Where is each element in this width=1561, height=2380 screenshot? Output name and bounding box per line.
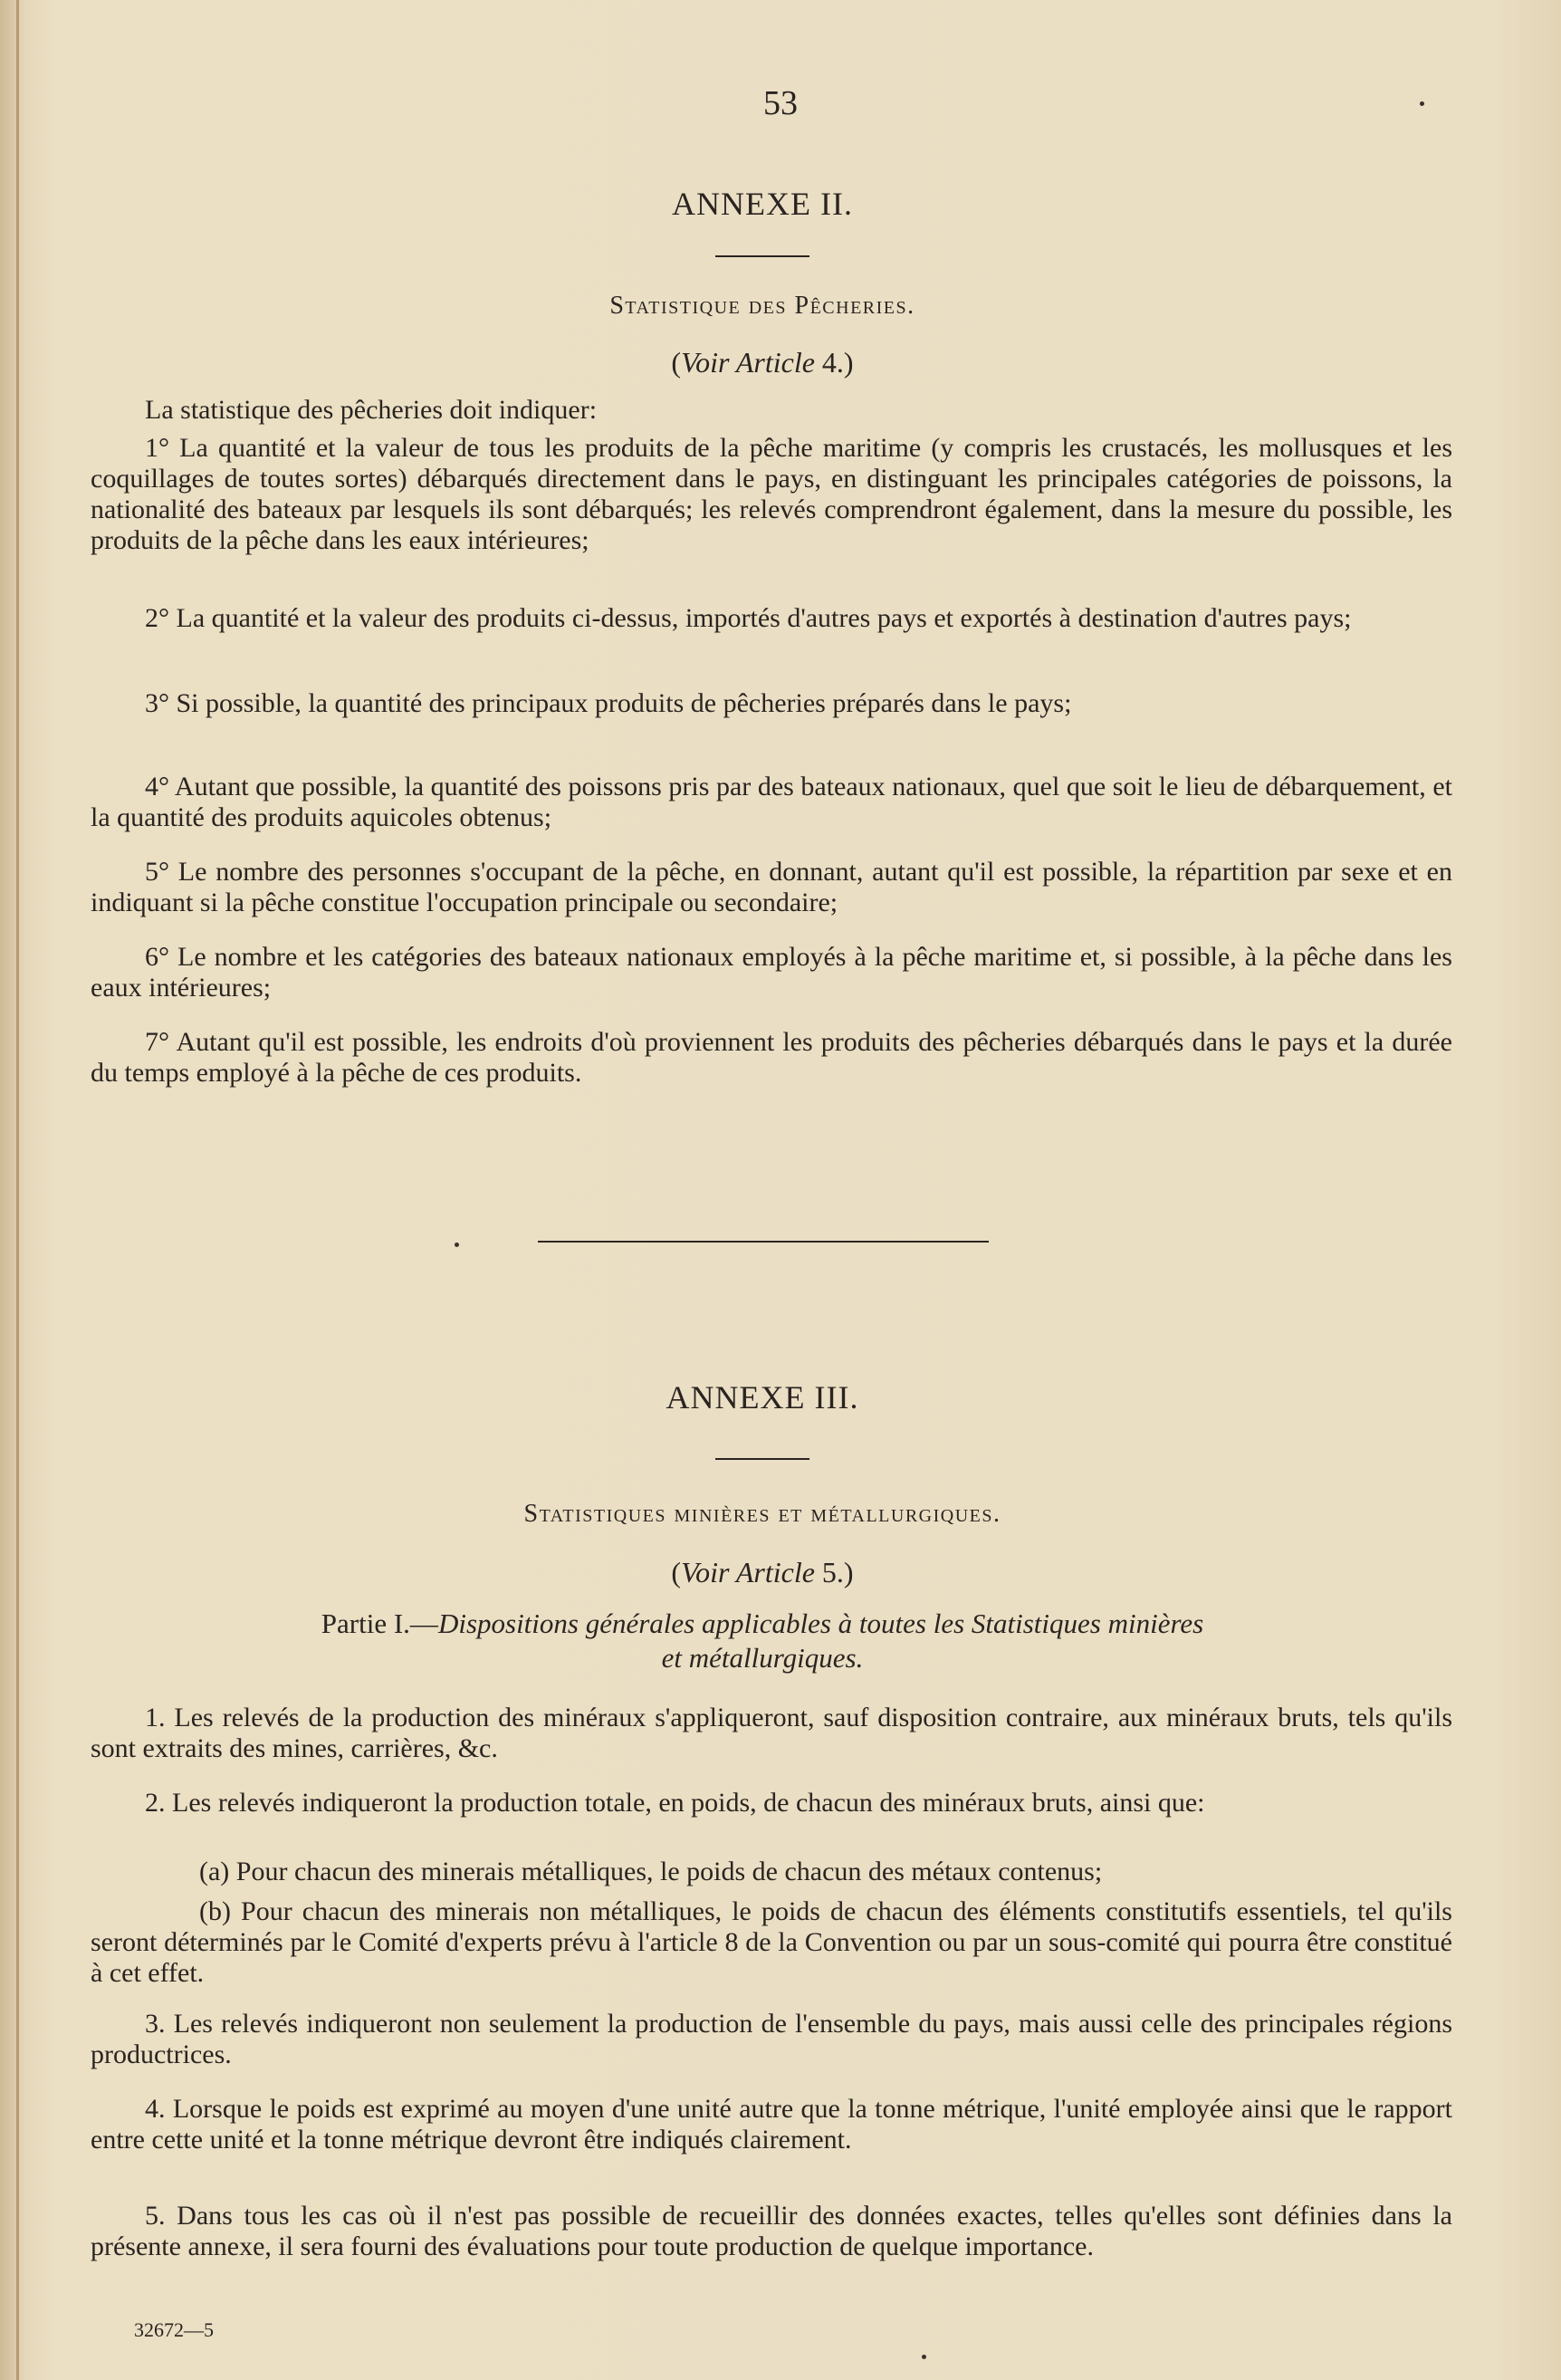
- annex-3-item-5: 5. Dans tous les cas où il n'est pas possible de recueillir des données exactes, telles qu'elles sont définies dans la présente annexe, il sera fourni des évaluations pour toute production de quelque importance.: [91, 2201, 1452, 2261]
- page-number: 53: [763, 84, 798, 122]
- annex-3-article-ref: (Voir Article 5.): [671, 1556, 854, 1588]
- ink-speck: [1420, 101, 1424, 106]
- annex-3-title-rule: [715, 1458, 809, 1460]
- annex-3-item-3: 3. Les relevés indiqueront non seulement la production de l'ensemble du pays, mais aussi celle des principales régions productrices.: [91, 2009, 1452, 2069]
- annex-2-item-1: 1° La quantité et la valeur de tous les produits de la pêche maritime (y compris les crustacés, les mollusques et les coquillages de toutes sortes) débarqués directement dans le pays, en distinguant les principales catégories de poissons, la nationalité des bateaux par lesquels ils sont débarqués; les relevés comprendront également, dans la mesure du possible, les produits de la pêche dans les eaux intérieures;: [91, 433, 1452, 555]
- annex-3-item-2b: (b) Pour chacun des minerais non métalliques, le poids de chacun des éléments constitutifs essentiels, tel qu'ils seront déterminés par le Comité d'experts prévu à l'article 8 de la Convention ou par un sous-comité qui pourra être constitué à cet effet.: [91, 1896, 1452, 1988]
- annex-3-item-2: 2. Les relevés indiqueront la production totale, en poids, de chacun des minéraux bruts, ainsi que:: [145, 1788, 1205, 1818]
- annex-3-subtitle: Statistiques minières et métallurgiques.: [523, 1500, 1001, 1528]
- annex-3-item-4: 4. Lorsque le poids est exprimé au moyen d'une unité autre que la tonne métrique, l'unité employée ainsi que le rapport entre cette unité et la tonne métrique devront être indiqués clairement.: [91, 2094, 1452, 2154]
- annex-2-item-3: 3° Si possible, la quantité des principaux produits de pêcheries préparés dans le pays;: [145, 688, 1072, 718]
- annex-2-item-2: 2° La quantité et la valeur des produits ci-dessus, importés d'autres pays et exportés à destination d'autres pays;: [145, 603, 1352, 633]
- annex-2-subtitle: Statistique des Pêcheries.: [609, 292, 915, 320]
- annex-3-item-2a: (a) Pour chacun des minerais métalliques, le poids de chacun des métaux contenus;: [199, 1857, 1103, 1886]
- annex-2-item-7: 7° Autant qu'il est possible, les endroits d'où proviennent les produits des pêcheries débarqués dans le pays et la durée du temps employé à la pêche de ces produits.: [91, 1027, 1452, 1088]
- annex-2-article-ref: (Voir Article 4.): [671, 346, 854, 379]
- ink-speck: [455, 1243, 459, 1247]
- annex-2-item-6: 6° Le nombre et les catégories des bateaux nationaux employés à la pêche maritime et, si possible, à la pêche dans les eaux intérieures;: [91, 942, 1452, 1003]
- section-divider: [538, 1241, 989, 1243]
- annex-3-title: ANNEXE III.: [666, 1379, 859, 1416]
- annex-2-item-5: 5° Le nombre des personnes s'occupant de la pêche, en donnant, autant qu'il est possible, la répartition par sexe et en indiquant si la pêche constitue l'occupation principale ou secondaire;: [91, 857, 1452, 917]
- annex-2-intro: La statistique des pêcheries doit indiquer:: [145, 395, 598, 425]
- annex-2-item-4: 4° Autant que possible, la quantité des poissons pris par des bateaux nationaux, quel que soit le lieu de débarquement, et la quantité des produits aquicoles obtenus;: [91, 772, 1452, 832]
- annex-2-title: ANNEXE II.: [672, 186, 853, 222]
- annex-2-title-rule: [715, 255, 809, 257]
- ink-speck: [922, 2355, 926, 2359]
- annex-3-item-1: 1. Les relevés de la production des minéraux s'appliqueront, sauf disposition contraire, aux minéraux bruts, tels qu'ils sont extraits des mines, carrières, &c.: [91, 1703, 1452, 1763]
- printer-code: 32672—5: [134, 2318, 214, 2341]
- partie-1-heading: Partie I.—Dispositions générales applicables à toutes les Statistiques minières et métallurgiques.: [321, 1607, 1204, 1674]
